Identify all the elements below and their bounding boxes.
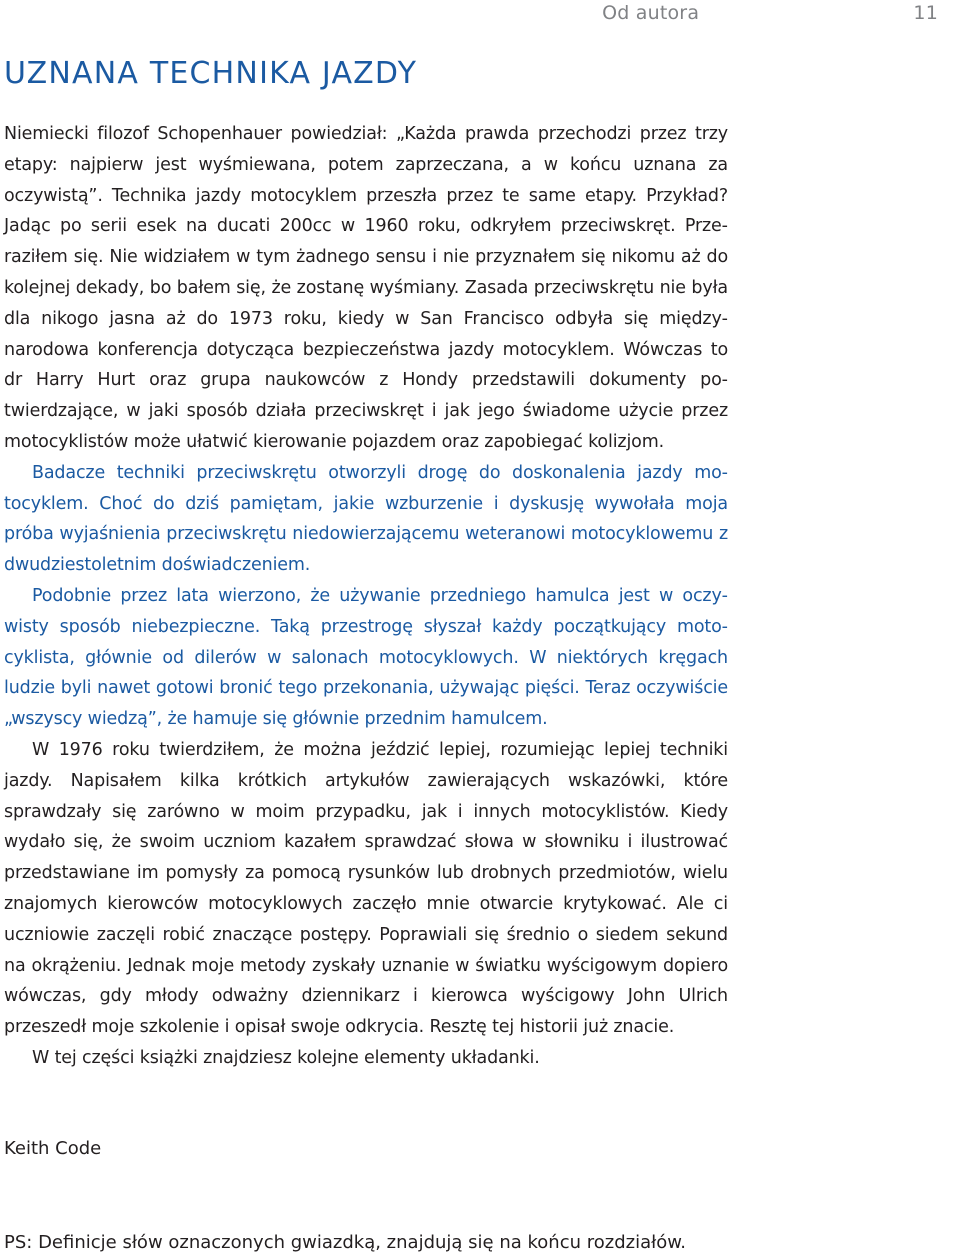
paragraph-1: Niemiecki filozof Schopenhauer powiedział: „Każda prawda przechodzi przez trzy etapy: najpierw jest wyśmiewana, potem zaprzeczana, a w końcu uznana za oczywistą”. Technika jazdy motocyklem przeszła przez te same etapy. Przykład? Jadąc po serii esek na ducati 200cc w 1960 roku, odkryłem przeciwskręt. Przeraziłem się. Nie widziałem w tym żadnego sensu i nie przyznałem się nikomu aż do kolejnej dekady, bo bałem się, że zostanę wyśmiany. Zasada przeciwskrętu nie była dla nikogo jasna aż do 1973 roku, kiedy w San Francisco odbyła się międzynarodowa konferencja dotycząca bezpieczeństwa jazdy motocyklem. Wówczas to dr Harry Hurt oraz grupa naukowców z Hondy przedstawili dokumenty potwierdzające, w jaki sposób działa przeciwskręt i jak jego świadome użycie przez motocyklistów może ułatwić kierowanie pojazdem oraz zapobiegać kolizjom. [4, 124, 728, 452]
author-signature: Keith Code [4, 1138, 102, 1159]
running-head [602, 2, 938, 24]
paragraph-3: Podobnie przez lata wierzono, że używanie przedniego hamulca jest w oczywisty sposób niebezpieczne. Taką przestrogę słyszał każdy początkujący motocyklista, głównie od dilerów w salonach motocyklowych. W niektórych kręgach ludzie byli nawet gotowi bronić tego przekonania, używając pięści. Teraz oczywiście „wszyscy wiedzą”, że hamuje się głównie przednim hamulcem. [4, 585, 728, 730]
body-text [4, 119, 728, 1074]
page-number: 11 [913, 2, 938, 24]
paragraph-2: Badacze techniki przeciwskrętu otworzyli drogę do doskonalenia jazdy motocyklem. Choć do dziś pamiętam, jakie wzburzenie i dyskusję wywołała moja próba wyjaśnienia przeciwskrętu niedowierzającemu weteranowi motocyklowemu z dwudziestoletnim doświadczeniem. [4, 462, 728, 576]
chapter-title: UZNANA TECHNIKA JAZDY [4, 56, 418, 91]
postscript: PS: Definicje słów oznaczonych gwiazdką, znajdują się na końcu rozdziałów. [4, 1232, 687, 1253]
paragraph-5: W tej części książki znajdziesz kolejne elementy układanki. [32, 1047, 540, 1068]
paragraph-4: W 1976 roku twierdziłem, że można jeździć lepiej, rozumiejąc lepiej techniki jazdy. Napisałem kilka krótkich artykułów zawierających wskazówki, które sprawdzały się zarówno w moim przypadku, jak i innych motocyklistów. Kiedy wydało się, że swoim uczniom kazałem sprawdzać słowa w słowniku i ilustrować przedstawiane im pomysły za pomocą rysunków lub drobnych przedmiotów, wielu znajomych kierowców motocyklowych zaczęło mnie otwarcie krytykować. Ale ci uczniowie zaczęli robić znaczące postępy. Poprawiali się średnio o siedem sekund na okrążeniu. Jednak moje metody zyskały uznanie w światku wyścigowym dopiero wówczas, gdy młody odważny dziennikarz i kierowca wyścigowy John Ulrich przeszedł moje szkolenie i opisał swoje odkrycia. Resztę tej historii już znacie. [4, 739, 728, 1038]
running-head-section: Od autora [602, 2, 700, 24]
